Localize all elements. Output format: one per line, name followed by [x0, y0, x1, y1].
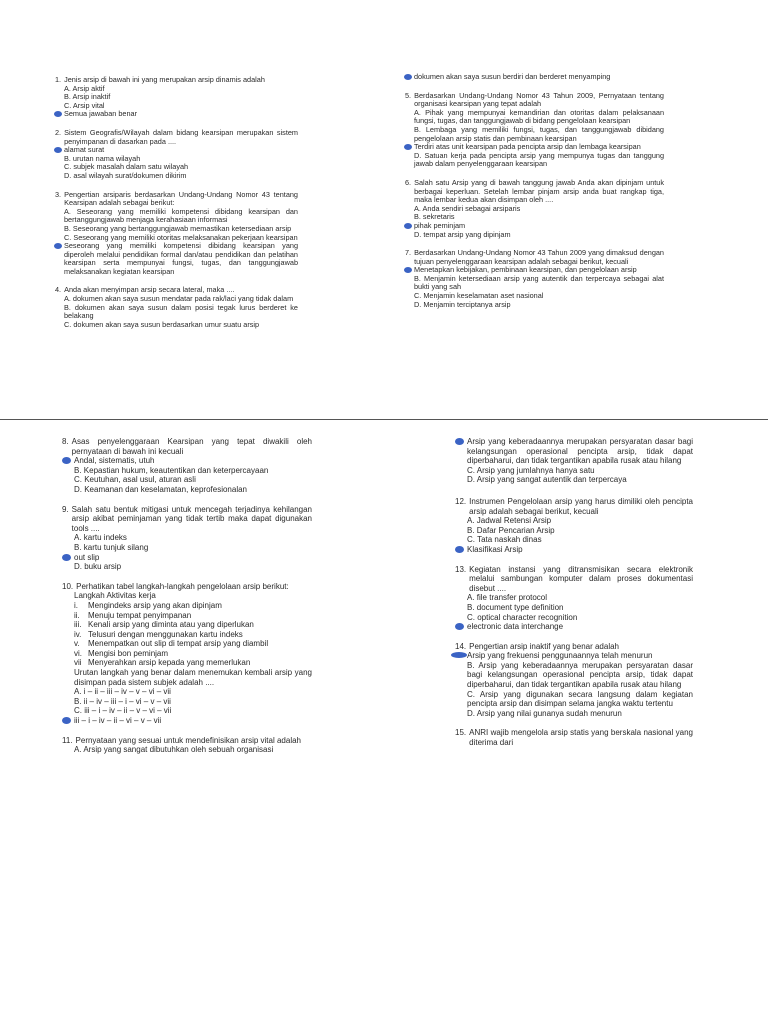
step-number: vi.: [74, 648, 82, 658]
selected-answer-mark-icon: [451, 652, 467, 658]
selected-answer-mark-icon: [404, 74, 412, 80]
top-right-column: [405, 73, 664, 319]
step-activity: Kenali arsip yang diminta atau yang diperlukan: [88, 620, 254, 630]
selected-answer-mark-icon: [62, 554, 71, 561]
answer-option: B. dokumen akan saya susun dalam posisi tegak lurus berderet ke belakang: [64, 302, 298, 321]
step-activity: Mengindeks arsip yang akan dipinjam: [88, 600, 222, 610]
answer-option: D. Arsip yang nilai gunanya sudah menurun: [467, 708, 622, 718]
selected-answer-mark-icon: [54, 147, 62, 153]
answer-option: B. sekretaris: [414, 212, 455, 222]
selected-answer-mark-icon: [54, 111, 62, 117]
answer-option: D. buku arsip: [74, 562, 122, 572]
answer-option: A. Anda sendiri sebagai arsiparis: [414, 203, 521, 213]
answer-option: A. Arsip yang sangat dibutuhkan oleh sebuah organisasi: [74, 745, 274, 755]
question-5: [405, 92, 664, 169]
question-number: 6.: [405, 177, 412, 187]
answer-option: C. iii – i – iv – ii – v – vi – vii: [74, 706, 172, 716]
page-divider: [0, 419, 768, 420]
question-13: [455, 565, 693, 632]
question-text: Salah satu bentuk mitigasi untuk mencegah terjadinya kehilangan arsip akibat peminjaman yang tidak tertib maka dapat digunakan tools ....: [71, 504, 312, 533]
answer-option: B. ii – iv – iii – i – vi – v – vii: [74, 696, 171, 706]
answer-option: C. Seseorang yang memiliki otoritas melaksanakan pekerjaan kearsipan: [64, 232, 298, 242]
question-8: [62, 437, 312, 495]
question-number: 7.: [405, 248, 412, 258]
answer-option: out slip: [74, 553, 312, 563]
answer-option: Arsip yang frekuensi penggunaannya telah menurun: [467, 651, 693, 661]
question-text: Jenis arsip di bawah ini yang merupakan arsip dinamis adalah: [64, 75, 265, 84]
question-number: 15.: [455, 728, 467, 738]
step-number: ii.: [74, 610, 80, 620]
question-text: ANRI wajib mengelola arsip statis yang berskala nasional yang diterima dari: [469, 728, 693, 748]
question-text: Sistem Geografis/Wilayah dalam bidang kearsipan merupakan sistem penyimpanan di dasarkan pada ....: [64, 127, 298, 146]
question-2: [55, 129, 298, 181]
selected-answer-mark-icon: [62, 457, 71, 464]
question-text: Instrumen Pengelolaan arsip yang harus dimiliki oleh pencipta arsip adalah sebagai berikut, kecuali: [469, 496, 693, 516]
answer-option: C. dokumen akan saya susun berdasarkan umur suatu arsip: [64, 319, 260, 329]
answer-option: C. Menjamin keselamatan aset nasional: [414, 291, 544, 301]
question-15: [455, 728, 693, 747]
answer-option: pihak peminjam: [414, 222, 664, 231]
question-4-continuation: [405, 73, 664, 82]
answer-option: Menetapkan kebijakan, pembinaan kearsipan, dan pengelolaan arsip: [414, 266, 664, 275]
question-number: 2.: [55, 127, 62, 137]
question-10: 10. Perhatikan tabel langkah-langkah pengelolaan arsip berikut: Langkah Aktivitas kerja i. Mengindeks arsip yang akan dipinjam ii. Menuju tempat penyimpanan iii. Kenali arsip yang diminta atau yang diperlukan iv. Telusuri dengan menggunakan kartu indeks v. Menempatkan out slip di tempat arsip yang diambil vi. Mengisi bon peminjam vii Menyerahkan arsip kepada yang memerlukan Urutan langkah yang benar dalam menemukan kembali arsip yang disimpan pada sistem subjek adalah .... A. i – ii – iii – iv – v – vi – vii B. ii – iv – iii – i – vi – v – vii C. iii – i – iv – ii – v – vi – vii iii – i – iv – ii – vi – v – vii: [62, 581, 312, 726]
answer-option: A. i – ii – iii – iv – v – vi – vii: [74, 687, 171, 697]
step-number: vii: [74, 658, 82, 668]
answer-option: B. urutan nama wilayah: [64, 153, 141, 163]
answer-option: A. Seseorang yang memiliki kompetensi dibidang kearsipan dan bertanggungjawab menjaga kerahasiaan informasi: [64, 206, 298, 225]
question-number: 5.: [405, 90, 412, 100]
question-text: Berdasarkan Undang-Undang Nomor 43 Tahun 2009, Pernyataan tentang organisasi kearsipan yang tepat adalah: [414, 90, 664, 109]
step-row: [74, 649, 312, 659]
answer-option: A. Jadwal Retensi Arsip: [467, 516, 552, 526]
step-row: [74, 611, 312, 621]
answer-option: D. tempat arsip yang dipinjam: [414, 229, 511, 239]
answer-option: A. kartu indeks: [74, 533, 127, 543]
question-number: 8.: [62, 437, 69, 446]
selected-answer-mark-icon: [455, 623, 464, 630]
question-11-continuation: [455, 437, 693, 485]
answer-option: C. optical character recognition: [467, 612, 578, 622]
answer-option: iii – i – iv – ii – vi – v – vii: [74, 716, 312, 726]
step-number: i.: [74, 600, 78, 610]
answer-option: Terdiri atas unit kearsipan pada pencipta arsip dan lembaga kearsipan: [414, 143, 664, 152]
step-row: [74, 658, 312, 668]
answer-option: D. asal wilayah surat/dokumen dikirim: [64, 170, 187, 180]
answer-option: C. Keutuhan, asal usul, aturan asli: [74, 475, 196, 485]
question-6: [405, 179, 664, 239]
step-number: v.: [74, 639, 80, 649]
answer-option: B. document type definition: [467, 602, 564, 612]
selected-answer-mark-icon: [404, 223, 412, 229]
answer-option: D. Menjamin terciptanya arsip: [414, 299, 511, 309]
selected-answer-mark-icon: [455, 546, 464, 553]
answer-option: Arsip yang keberadaannya merupakan persyaratan dasar bagi kelangsungan operasional pencipta arsip, tidak dapat diperbaharui, dan tidak tergantikan apabila rusak atau hilang: [467, 437, 693, 466]
answer-option: Seseorang yang memiliki kompetensi dibidang kearsipan yang diperoleh melalui pendidikan formal dan/atau pendidikan dan pelatihan kearsipan serta mempunyai fungsi, tugas, dan tanggungjawab melaksanakan kegiatan kearsipan: [64, 242, 298, 276]
selected-answer-mark-icon: [455, 438, 464, 445]
question-number: 13.: [455, 564, 467, 574]
answer-option: B. Arsip inaktif: [64, 92, 111, 102]
question-number: 3.: [55, 189, 62, 199]
question-3: [55, 191, 298, 277]
answer-option: C. Arsip yang digunakan secara langsung dalam kegiatan pencipta arsip dan disimpan selama jangka waktu tertentu: [467, 689, 693, 709]
answer-option: D. Arsip yang sangat autentik dan terpercaya: [467, 475, 627, 485]
question-text: Pengertian arsiparis berdasarkan Undang-Undang Nomor 43 tentang Kearsipan adalah sebagai berikut:: [64, 189, 298, 208]
answer-option: B. Kepastian hukum, keautentikan dan keterpercayaan: [74, 465, 269, 475]
answer-option: dokumen akan saya susun berdiri dan berderet menyamping: [414, 73, 664, 82]
answer-option: A. file transfer protocol: [467, 593, 548, 603]
step-row: [74, 639, 312, 649]
answer-option: electronic data interchange: [467, 622, 693, 632]
step-activity: Mengisi bon peminjam: [88, 648, 169, 658]
answer-option: B. Lembaga yang memiliki fungsi, tugas, dan tanggungjawab dibidang pengelolaan arsip statis dan pembinaan kearsipan: [414, 124, 664, 143]
answer-option: A. Arsip aktif: [64, 83, 105, 93]
question-14: [455, 642, 693, 719]
question-text: Asas penyelenggaraan Kearsipan yang tepat diwakili oleh pernyataan di bawah ini kecuali: [71, 437, 312, 456]
question-number: 4.: [55, 285, 62, 295]
answer-option: B. kartu tunjuk silang: [74, 542, 149, 552]
question-text: Anda akan menyimpan arsip secara lateral, maka ....: [64, 285, 235, 295]
question-text: Berdasarkan Undang-Undang Nomor 43 Tahun 2009 yang dimaksud dengan tujuan penyelenggaraan kearsipan adalah sebagai berikut, kecuali: [414, 248, 664, 266]
step-activity: Menyerahkan arsip kepada yang memerlukan: [88, 658, 251, 668]
step-activity: Telusuri dengan menggunakan kartu indeks: [88, 629, 243, 639]
answer-option: alamat surat: [64, 146, 298, 155]
answer-option: B. Menjamin ketersediaan arsip yang autentik dan terpercaya sebagai alat bukti yang sah: [414, 273, 664, 292]
step-activity: Menuju tempat penyimpanan: [88, 610, 192, 620]
answer-option: Andal, sistematis, utuh: [74, 456, 312, 466]
selected-answer-mark-icon: [62, 717, 71, 724]
answer-option: C. Tata naskah dinas: [467, 535, 542, 545]
question-7: [405, 249, 664, 309]
question-4: [55, 286, 298, 329]
bottom-left-column: [62, 437, 312, 765]
answer-option: A. dokumen akan saya susun mendatar pada rak/laci yang tidak dalam: [64, 294, 294, 304]
selected-answer-mark-icon: [404, 267, 412, 273]
answer-option: C. Arsip yang jumlahnya hanya satu: [467, 465, 595, 475]
answer-option: Semua jawaban benar: [64, 110, 298, 119]
question-11: 11. Pernyataan yang sesuai untuk mendefinisikan arsip vital adalah A. Arsip yang sangat dibutuhkan oleh sebuah organisasi: [62, 736, 312, 755]
answer-option: A. Pihak yang mempunyai kemandirian dan otoritas dalam pelaksanaan fungsi, tugas, dan tanggungjawab di bidang pengelolaan kearsipan: [414, 107, 664, 126]
steps-table-header: Langkah Aktivitas kerja: [74, 591, 156, 601]
question-number: 1.: [55, 75, 62, 84]
answer-option: D. Satuan kerja pada pencipta arsip yang mempunya tugas dan tanggung jawab dalam penyelenggaraan kearsipan: [414, 150, 664, 169]
selected-answer-mark-icon: [404, 144, 412, 150]
question-12: [455, 497, 693, 555]
question-text: Salah satu Arsip yang di bawah tanggung jawab Anda akan dipinjam untuk berbagai keperluan. Setelah lembar pinjam arsip anda buat rangkap tiga, maka lembar kedua akan disimpan oleh ....: [414, 177, 664, 205]
question-9: [62, 505, 312, 572]
step-number: iii.: [74, 620, 82, 630]
bottom-right-column: [455, 437, 693, 758]
question-number: 14.: [455, 641, 467, 651]
step-activity: Menempatkan out slip di tempat arsip yang diambil: [88, 639, 269, 649]
selected-answer-mark-icon: [54, 243, 62, 249]
step-row: [74, 630, 312, 640]
step-number: iv.: [74, 629, 82, 639]
step-row: [74, 601, 312, 611]
answer-option: Klasifikasi Arsip: [467, 545, 693, 555]
answer-option: C. subjek masalah dalam satu wilayah: [64, 162, 189, 172]
top-left-column: [55, 76, 298, 339]
question-number: 12.: [455, 496, 467, 506]
answer-option: B. Dafar Pencarian Arsip: [467, 525, 555, 535]
question-1: [55, 76, 298, 119]
question-text: Pengertian arsip inaktif yang benar adalah: [469, 641, 620, 651]
answer-option: D. Keamanan dan keselamatan, keprofesionalan: [74, 484, 247, 494]
step-row: [74, 620, 312, 630]
question-text: Kegiatan instansi yang ditransmisikan secara elektronik melalui sambungan komputer dalam proses dokumentasi disebut ....: [469, 564, 693, 593]
question-number: 9.: [62, 504, 69, 514]
question-10-prompt: Urutan langkah yang benar dalam menemukan kembali arsip yang disimpan pada sistem subjek adalah ....: [74, 668, 312, 687]
answer-option: B. Seseorang yang bertanggungjawab memastikan ketersediaan arsip: [64, 223, 292, 233]
answer-option: C. Arsip vital: [64, 100, 105, 110]
answer-option: B. Arsip yang keberadaannya merupakan persyaratan dasar bagi kelangsungan operasional pencipta arsip, tidak dapat diperbaharui, dan tidak tergantikan apabila rusak atau hilang: [467, 660, 693, 690]
